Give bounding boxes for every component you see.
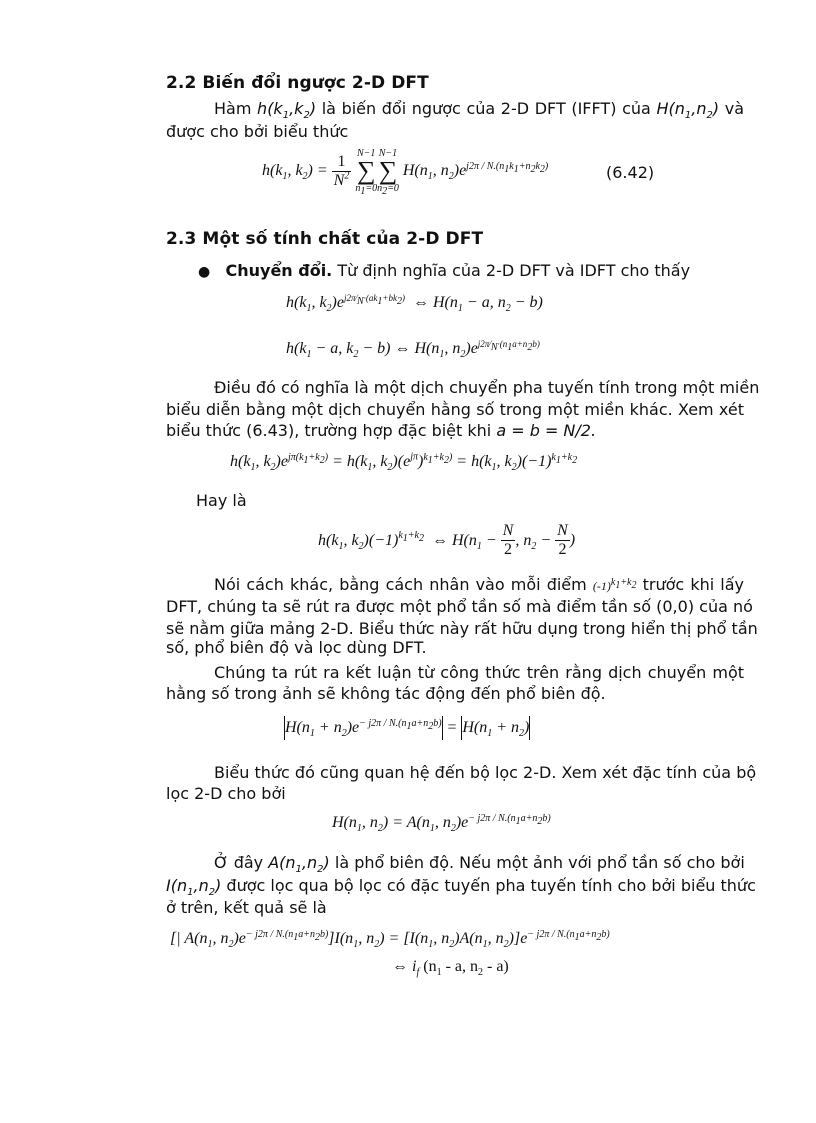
equation-result-2: ⇔ $i_f$ ($n_1$ - a, $n_2 - a$): [392, 958, 509, 979]
paragraph-line: sẽ nằm giữa mảng 2-D. Biểu thức này rất hữu dụng trong hiển thị phổ tần: [166, 619, 758, 638]
section-heading-2-3: 2.3 Một số tính chất của 2-D DFT: [166, 229, 484, 249]
paragraph-line: Hay là: [196, 491, 247, 510]
paragraph-line: Điều đó có nghĩa là một dịch chuyển pha tuyến tính trong một miền: [214, 378, 760, 397]
paragraph-line: DFT, chúng ta sẽ rút ra được một phổ tần số mà điểm tần số (0,0) của nó: [166, 597, 753, 616]
equation-label: (6.42): [606, 163, 655, 182]
paragraph-line: biểu diễn bằng một dịch chuyển hằng số trong một miền khác. Xem xét: [166, 400, 744, 419]
paragraph-line: biểu thức (6.43), trường hợp đặc biệt khi a = b = N/2.: [166, 421, 597, 440]
section-heading-2-2: 2.2 Biến đổi ngược 2-D DFT: [166, 73, 429, 93]
equation-6-42: $h(k_1$, $k_2$) = $\frac{1}{N^2}$ N−1 ∑ $n_1=0$ N−1 ∑ $n_2=0$ $H(n_1$, $n_2)e^{j2\pi / N.(n_1k_1+n_2k_2)}$: [262, 148, 549, 197]
equation-shift-2: $h(k_1 - a$, $k_2 - b$) ⇔ $H(n_1$, $n_2)e^{j2\pi⁄_N\cdot(n_1a+n_2b)}$: [286, 338, 540, 361]
equation-filter: $H(n_1$, $n_2) = A(n_1$, $n_2)e^{- j2\pi / N.(n_1a+n_2b)}$: [332, 812, 551, 835]
equation-result-1: [| $A(n_1$, $n_2)e^{- j2\pi / N.(n_1a+n_2b)}]I(n_1$, $n_2) = [I(n_1$, $n_2)A(n_1$, $n_2)]e^{- j2\pi / N.(n_1a+n_2b)}$: [170, 928, 610, 951]
paragraph-line: số, phổ biên độ và lọc dùng DFT.: [166, 638, 427, 657]
equation-centering: $h(k_1$, $k_2)(-1)^{k_1+k_2}$ ⇔ $H(n_1$ − $\frac{N}{2}$ , $n_2$ − $\frac{N}{2}$ ): [318, 522, 576, 558]
paragraph-line: lọc 2-D cho bởi: [166, 784, 286, 803]
paragraph-line: Ở đây $A(n_1,n_2)$ là phổ biên độ. Nếu một ảnh với phổ tần số cho bởi: [214, 853, 745, 876]
equation-magnitude: $H(n_1 + n_2)e^{- j2\pi / N.(n_1a+n_2b)} = H(n_1 + n_2)$: [285, 717, 530, 740]
equation-special-case: $h(k_1$, $k_2)e^{j\pi(k_1+k_2)} = h(k_1$, $k_2)(e^{j\pi})^{k_1+k_2)} = h(k_1$, $k_2)(-1)^{k_1+k_2}$: [230, 451, 578, 474]
bullet-item: ● Chuyển đổi. Từ định nghĩa của 2-D DFT và IDFT cho thấy: [198, 261, 691, 280]
paragraph-line: Hàm $h(k_1,k_2)$ là biến đổi ngược của 2-D DFT (IFFT) của $H(n_1,n_2)$ và: [214, 99, 744, 122]
paragraph-line: Biểu thức đó cũng quan hệ đến bộ lọc 2-D. Xem xét đặc tính của bộ: [214, 763, 757, 782]
paragraph-line: hằng số trong ảnh sẽ không tác động đến phổ biên độ.: [166, 684, 606, 703]
paragraph-line: $I(n_1,n_2)$ được lọc qua bộ lọc có đặc tuyến pha tuyến tính cho bởi biểu thức: [166, 876, 756, 899]
paragraph-line: Nói cách khác, bằng cách nhân vào mỗi điểm $(-1)^{k_1+k_2}$ trước khi lấy: [214, 575, 745, 594]
paragraph-line: Chúng ta rút ra kết luận từ công thức trên rằng dịch chuyển một: [214, 663, 744, 682]
paragraph-line: được cho bởi biểu thức: [166, 122, 349, 141]
paragraph-line: ở trên, kết quả sẽ là: [166, 898, 327, 917]
equation-shift-1: $h(k_1$, $k_2)e^{j2\pi⁄_N\cdot(ak_1+bk_2)}$ ⇔ $H(n_1 - a$, $n_2 - b$): [286, 292, 543, 315]
bullet-dot-icon: ●: [198, 264, 211, 280]
